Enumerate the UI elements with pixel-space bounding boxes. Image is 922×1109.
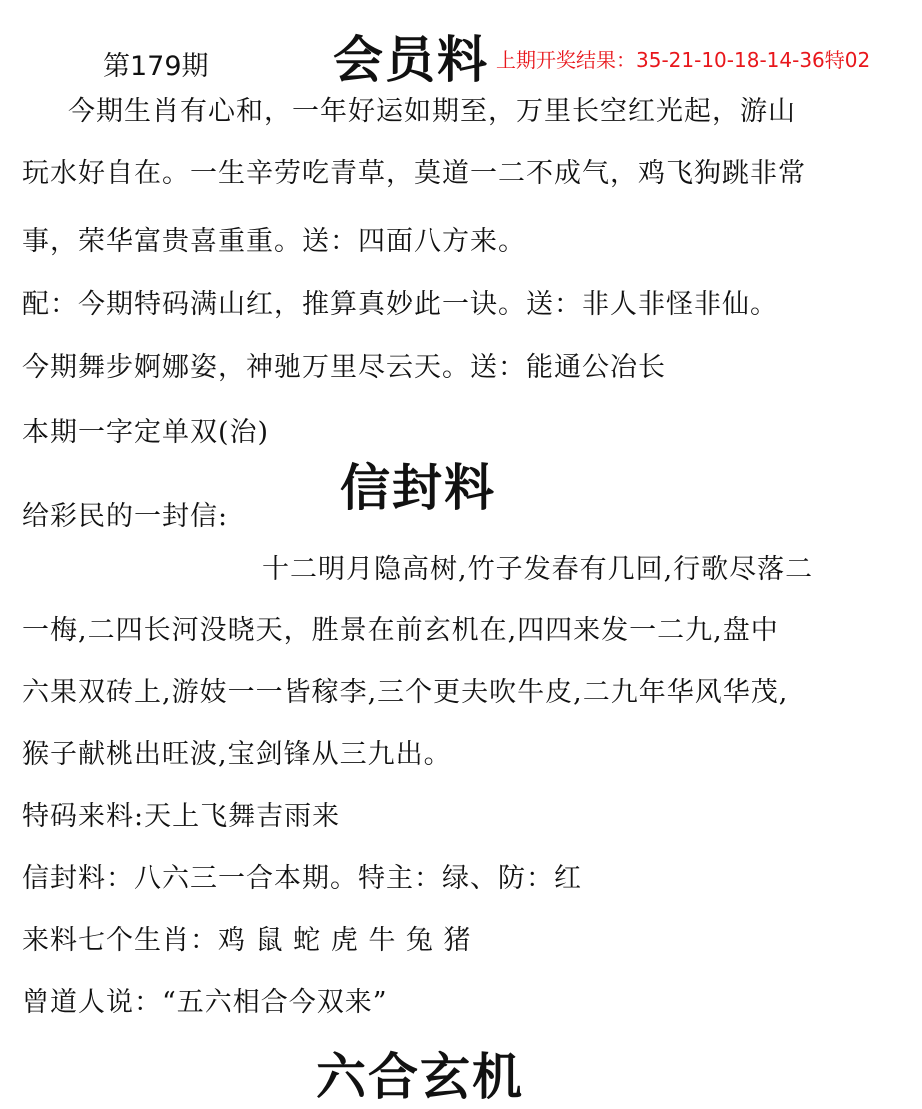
quote-line: 曾道人说：“五六相合今双来” [22, 987, 388, 1018]
envelope-poem-line-3: 六果双砖上,游妓一一皆稼李,三个更夫吹牛皮,二九年华风华茂, [22, 677, 789, 708]
member-section-title: 会员料 [333, 30, 489, 89]
issue-number: 第179期 [103, 51, 209, 82]
special-code-line: 特码来料:天上飞舞吉雨来 [22, 801, 341, 832]
member-line-3: 事，荣华富贵喜重重。送：四面八方来。 [22, 226, 526, 257]
member-line-6: 本期一字定单双(治) [22, 417, 270, 448]
envelope-poem-line-2: 一梅,二四长河没晓天，胜景在前玄机在,四四来发一二九,盘中 [22, 615, 779, 646]
last-draw-result: 上期开奖结果：35-21-10-18-14-36特02 [496, 48, 871, 72]
envelope-poem-line-1: 十二明月隐高树,竹子发春有几回,行歌尽落二 [262, 554, 814, 585]
member-line-2: 玩水好自在。一生辛劳吃青草，莫道一二不成气，鸡飞狗跳非常 [22, 158, 806, 189]
envelope-greeting: 给彩民的一封信: [22, 501, 229, 532]
member-line-1: 今期生肖有心和，一年好运如期至，万里长空红光起，游山 [68, 96, 796, 127]
member-line-4: 配：今期特码满山红，推算真妙此一诀。送：非人非怪非仙。 [22, 289, 778, 320]
zodiac-line: 来料七个生肖：鸡 鼠 蛇 虎 牛 兔 猪 [22, 925, 472, 956]
member-line-5: 今期舞步婀娜姿，神驰万里尽云天。送：能通公冶长 [22, 352, 666, 383]
envelope-section-title: 信封料 [340, 458, 496, 517]
envelope-poem-line-4: 猴子献桃出旺波,宝剑锋从三九出。 [22, 739, 452, 770]
envelope-info-line: 信封料：八六三一合本期。特主：绿、防：红 [22, 863, 582, 894]
liuhe-section-title: 六合玄机 [316, 1047, 524, 1106]
